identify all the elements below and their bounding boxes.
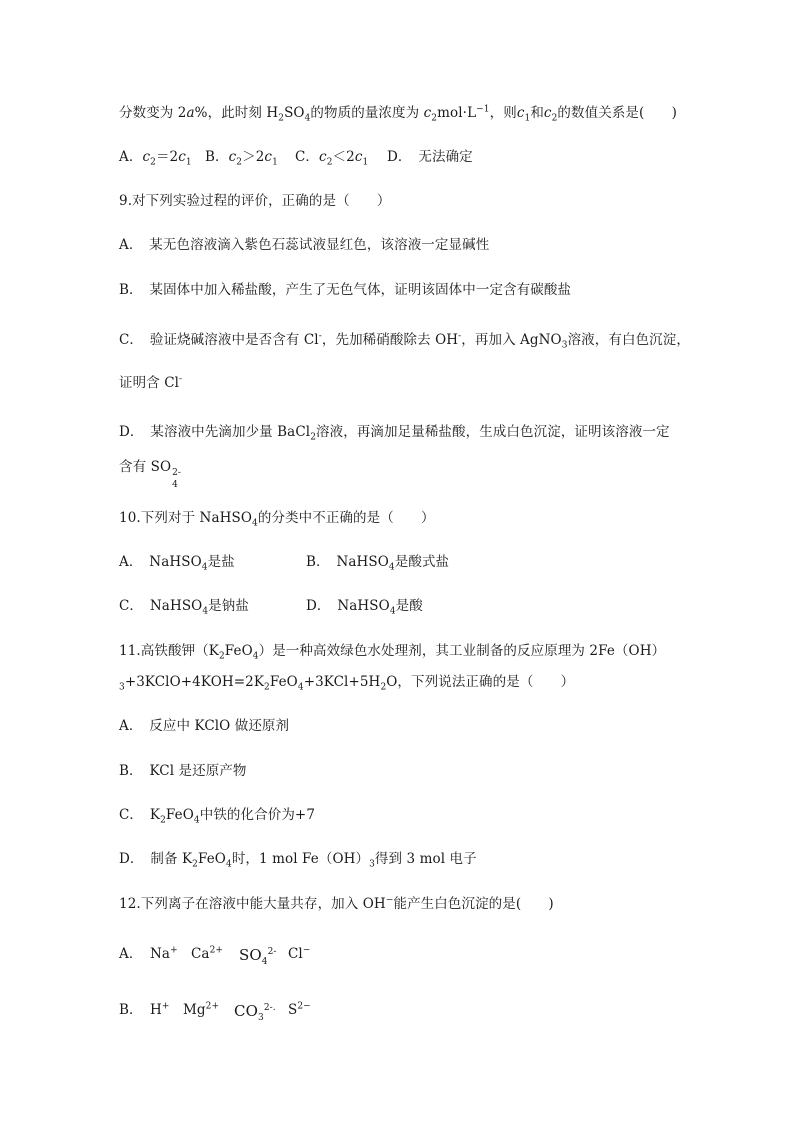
q11-stem-line-2: $_3+3KClO+4KOH=2K_2FeO_4+3KCl+5H_2O$，下列说法正确的是（ ） [119,674,575,693]
q9-option-d-cont: 含有 SO 2- 4 [119,459,182,490]
q10-stem: 10.下列对于 NaHSO$_4$的分类中不正确的是（ ） [119,510,435,529]
q12-option-a: A． Na+ $Ca^{2+}$ $SO_4^{2-}$ Cl− [119,945,311,967]
q10-option-c: C． NaHSO$_4$是钠盐 [119,598,249,617]
q8-option-c: C．$c_2<2c_1$ [295,149,369,168]
q9-option-b: B． 某固体中加入稀盐酸，产生了无色气体，证明该固体中一定含有碳酸盐 [119,282,572,298]
q9-stem: 9.对下列实验过程的评价，正确的是（ ） [119,193,391,209]
q11-option-a: A． 反应中 KClO 做还原剂 [119,718,290,734]
q10-option-b: B． NaHSO$_4$是酸式盐 [306,554,450,573]
q12-stem: 12.下列离子在溶液中能大量共存，加入 OH−能产生白色沉淀的是( ) [119,895,554,912]
ion-co3: $CO_3^{2-.}$ [234,1002,276,1023]
q8-tail-line: 分数变为 2a%，此时刻 $H_2SO_4$的物质的量浓度为 $c_2mol\cdot L^{-1}$，则$c_1$和$c_2$的数值关系是( ) [119,104,677,124]
ion-so4: $SO_4^{2-}$ [239,946,277,967]
ion-ca: $Ca^{2+}$ [191,945,224,962]
ion-cl: Cl− [288,945,311,962]
q10-option-a: A． NaHSO$_4$是盐 [119,554,235,573]
q8-option-b: B．$c_2>2c_1$ [205,149,278,168]
q9-option-d: D． 某溶液中先滴加少量 BaCl$_2$溶液，再滴加足量稀盐酸，生成白色沉淀，证明该溶液一定 [119,424,670,443]
q11-stem-line-1: 11.高铁酸钾$(K_2FeO_4)$是一种高效绿色水处理剂，其工业制备的反应原理为 2Fe（OH） [119,643,666,662]
q11-option-b: B． KCl 是还原产物 [119,763,247,779]
q9-option-a: A． 某无色溶液滴入紫色石蕊试液显红色，该溶液一定显碱性 [119,237,490,253]
q8-option-d: D． 无法确定 [387,149,473,165]
ion-na: Na+ [150,945,178,962]
q10-options-row-2 [119,597,423,617]
q8-option-a: A．$c_2=2c_1$ [119,149,192,168]
ion-s: $S^{2-}$ [288,1001,311,1018]
q8-options-line [119,148,473,168]
q11-option-c: C． $K_2FeO_4$中铁的化合价为+7 [119,807,316,826]
q9-option-c-cont: 证明含 Cl- [119,374,183,391]
q10-option-d: D． NaHSO$_4$是酸 [306,598,423,617]
ion-h: H+ [150,1001,170,1018]
ion-mg: $Mg^{2+}$ [183,1001,220,1018]
q10-options-row-1 [119,553,450,573]
q9-option-c: C． 验证烧碱溶液中是否含有 Cl-，先加稀硝酸除去 OH-，再加入 AgNO$_3$溶液，有白色沉淀， [119,331,690,351]
q11-option-d: D． 制备 $K_2FeO_4$时，1 mol $Fe(OH)_3$得到 3 mol 电子 [119,851,477,870]
q12-option-b: B． H+ $Mg^{2+}$ $CO_3^{2-.}$ $S^{2-}$ [119,1001,311,1023]
